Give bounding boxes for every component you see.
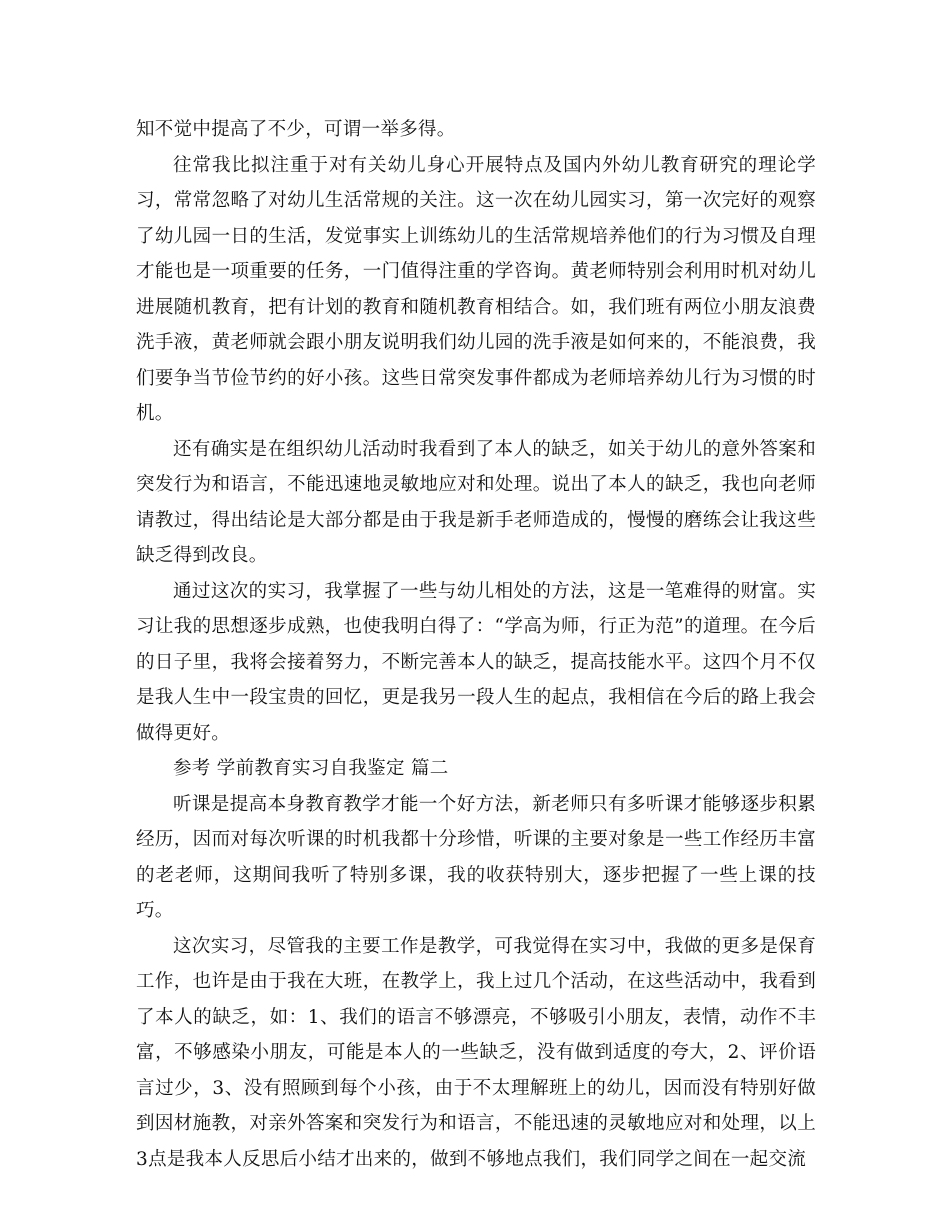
- paragraph-observing-classes: 听课是提高本身教育教学才能一个好方法，新老师只有多听课才能够逐步积累经历，因而对每次听课的时机我都十分珍惜，听课的主要对象是一些工作经历丰富的老老师，这期间我听了特别多课，我的收获特别大，逐步把握了一些上课的技巧。: [136, 793, 816, 921]
- document-body: [136, 112, 816, 1177]
- paragraph-teaching-reflection: 这次实习，尽管我的主要工作是教学，可我觉得在实习中，我做的更多是保育工作，也许是由于我在大班，在教学上，我上过几个活动，在这些活动中，我看到了本人的缺乏，如：1、我们的语言不够漂亮，不够吸引小朋友，表情，动作不丰富，不够感染小朋友，可能是本人的一些缺乏，没有做到适度的夸大，2、评价语言过少，3、没有照顾到每个小孩，由于不太理解班上的幼儿，因而没有特别好做到因材施教，对亲外答案和突发行为和语言，不能迅速的灵敏地应对和处理，以上3点是我本人反思后小结才出来的，做到不够地点我们，我们同学之间在一起交流: [136, 935, 816, 1170]
- paragraph-conclusion: 通过这次的实习，我掌握了一些与幼儿相处的方法，这是一笔难得的财富。实习让我的思想逐步成熟，也使我明白得了：“学高为师，行正为范”的道理。在今后的日子里，我将会接着努力，不断完善本人的缺乏，提高技能水平。这四个月不仅是我人生中一段宝贵的回忆，更是我另一段人生的起点，我相信在今后的路上我会做得更好。: [136, 580, 816, 744]
- paragraph-daily-routine: 往常我比拟注重于对有关幼儿身心开展特点及国内外幼儿教育研究的理论学习，常常忽略了对幼儿生活常规的关注。这一次在幼儿园实习，第一次完好的观察了幼儿园一日的生活，发觉事实上训练幼儿的生活常规培养他们的行为习惯及自理才能也是一项重要的任务，一门值得注重的学咨询。黄老师特别会利用时机对幼儿进展随机教育，把有计划的教育和随机教育相结合。如，我们班有两位小朋友浪费洗手液，黄老师就会跟小朋友说明我们幼儿园的洗手液是如何来的，不能浪费，我们要争当节俭节约的好小孩。这些日常突发事件都成为老师培养幼儿行为习惯的时机。: [136, 154, 816, 424]
- paragraph-continuation: 知不觉中提高了不少，可谓一举多得。: [136, 119, 456, 140]
- section-heading: 参考 学前教育实习自我鉴定 篇二: [173, 758, 449, 779]
- paragraph-shortcomings: 还有确实是在组织幼儿活动时我看到了本人的缺乏，如关于幼儿的意外答案和突发行为和语言，不能迅速地灵敏地应对和处理。说出了本人的缺乏，我也向老师请教过，得出结论是大部分都是由于我是新手老师造成的，慢慢的磨练会让我这些缺乏得到改良。: [136, 438, 816, 566]
